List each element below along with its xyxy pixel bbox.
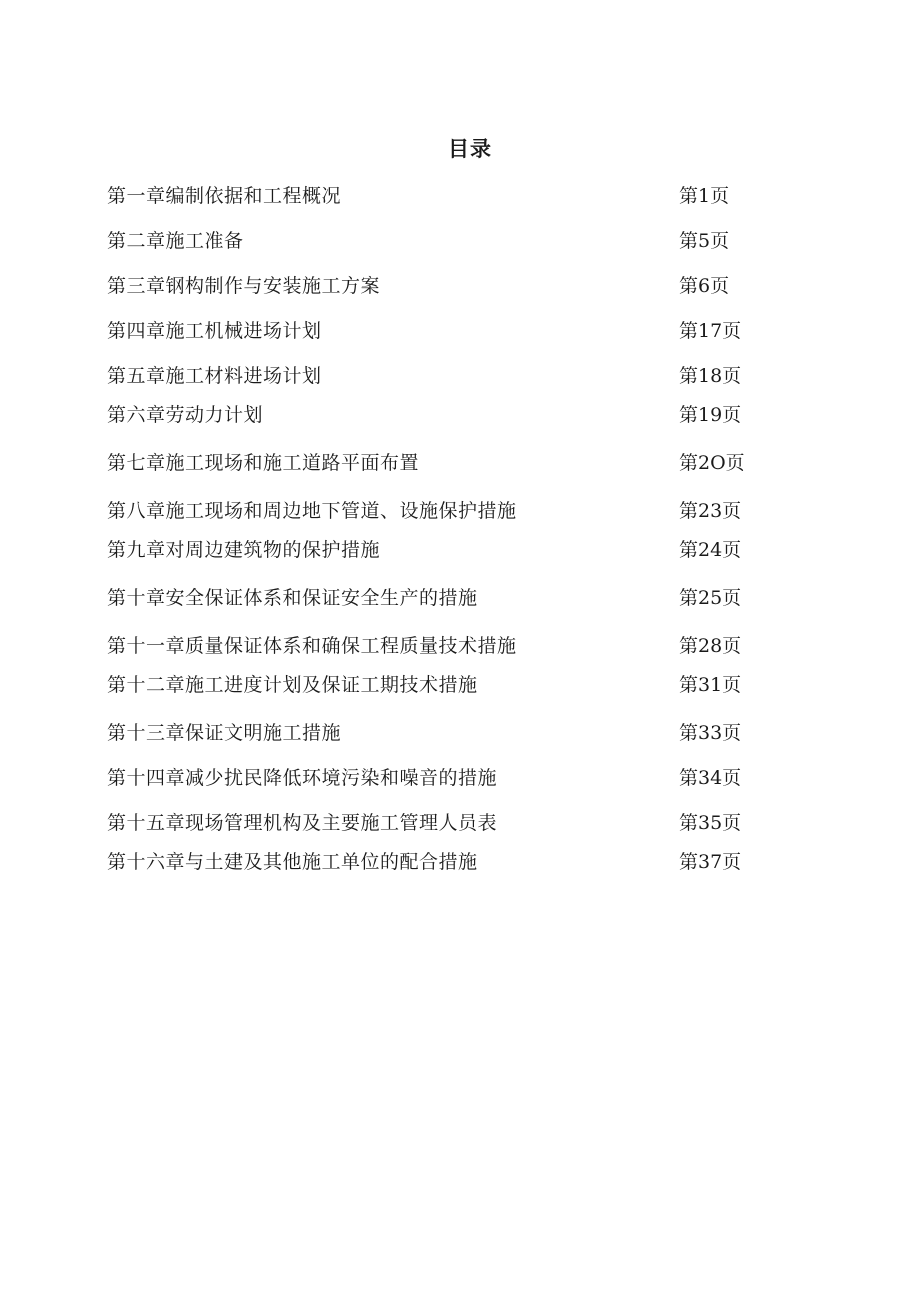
toc-chapter-title: 第十一章质量保证体系和确保工程质量技术措施 bbox=[107, 635, 517, 657]
toc-page-number: 第37页 bbox=[679, 851, 742, 873]
toc-page-number: 第23页 bbox=[679, 500, 742, 522]
toc-entry bbox=[107, 449, 767, 477]
toc-page-number: 第6页 bbox=[679, 275, 730, 297]
toc-title: 目录 bbox=[448, 137, 492, 161]
toc-page-number: 第31页 bbox=[679, 674, 742, 696]
toc-page-number: 第25页 bbox=[679, 587, 742, 609]
toc-chapter-title: 第十四章减少扰民降低环境污染和噪音的措施 bbox=[107, 767, 498, 789]
toc-chapter-title: 第十二章施工进度计划及保证工期技术措施 bbox=[107, 674, 478, 696]
toc-entry bbox=[107, 362, 767, 390]
toc-chapter-title: 第十五章现场管理机构及主要施工管理人员表 bbox=[107, 812, 498, 834]
toc-chapter-title: 第八章施工现场和周边地下管道、设施保护措施 bbox=[107, 500, 517, 522]
toc-page-number: 第34页 bbox=[679, 767, 742, 789]
toc-entry bbox=[107, 719, 767, 747]
toc-entry bbox=[107, 848, 767, 876]
toc-entry bbox=[107, 632, 767, 660]
toc-chapter-title: 第十三章保证文明施工措施 bbox=[107, 722, 342, 744]
toc-entry bbox=[107, 272, 767, 300]
toc-chapter-title: 第十六章与土建及其他施工单位的配合措施 bbox=[107, 851, 478, 873]
toc-entry bbox=[107, 536, 767, 564]
toc-chapter-title: 第九章对周边建筑物的保护措施 bbox=[107, 539, 381, 561]
toc-chapter-title: 第四章施工机械进场计划 bbox=[107, 320, 322, 342]
toc-entry bbox=[107, 764, 767, 792]
toc-chapter-title: 第二章施工准备 bbox=[107, 230, 244, 252]
toc-page-number: 第35页 bbox=[679, 812, 742, 834]
toc-entry bbox=[107, 227, 767, 255]
toc-entry bbox=[107, 401, 767, 429]
toc-entry bbox=[107, 497, 767, 525]
toc-page-number: 第1页 bbox=[679, 185, 730, 207]
toc-page-number: 第28页 bbox=[679, 635, 742, 657]
toc-chapter-title: 第六章劳动力计划 bbox=[107, 404, 264, 426]
toc-chapter-title: 第十章安全保证体系和保证安全生产的措施 bbox=[107, 587, 478, 609]
toc-page-number: 第18页 bbox=[679, 365, 742, 387]
toc-entry bbox=[107, 182, 767, 210]
toc-page-number: 第2O页 bbox=[679, 452, 745, 474]
toc-chapter-title: 第一章编制依据和工程概况 bbox=[107, 185, 342, 207]
toc-entry bbox=[107, 317, 767, 345]
toc-chapter-title: 第五章施工材料进场计划 bbox=[107, 365, 322, 387]
toc-chapter-title: 第三章钢构制作与安装施工方案 bbox=[107, 275, 381, 297]
toc-page-number: 第33页 bbox=[679, 722, 742, 744]
toc-chapter-title: 第七章施工现场和施工道路平面布置 bbox=[107, 452, 420, 474]
toc-entry bbox=[107, 809, 767, 837]
toc-page-number: 第5页 bbox=[679, 230, 730, 252]
toc-page-number: 第19页 bbox=[679, 404, 742, 426]
toc-entry bbox=[107, 584, 767, 612]
toc-entry bbox=[107, 671, 767, 699]
toc-page-number: 第17页 bbox=[679, 320, 742, 342]
toc-page-number: 第24页 bbox=[679, 539, 742, 561]
